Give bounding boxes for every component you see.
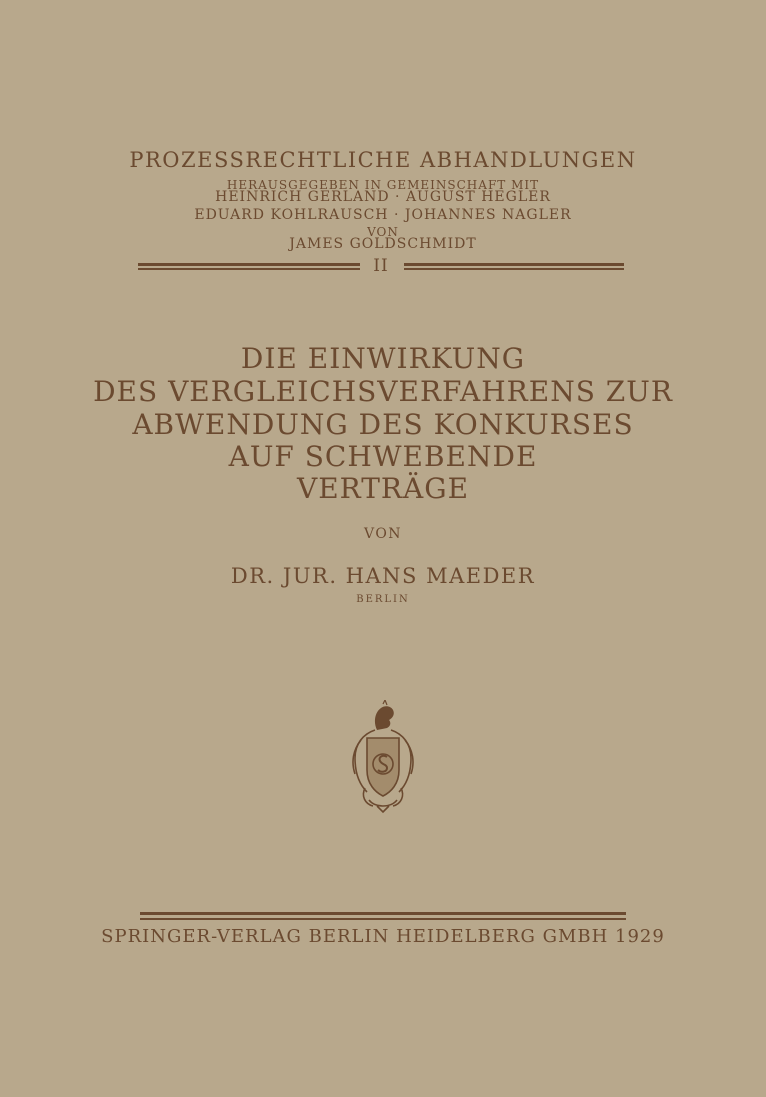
- editors-line-2: EDUARD KOHLRAUSCH · JOHANNES NAGLER: [194, 207, 572, 223]
- volume-row: [138, 256, 624, 278]
- author-city: BERLIN: [356, 594, 410, 605]
- series-von: VON: [367, 225, 399, 239]
- series-title: PROZESSRECHTLICHE ABHANDLUNGEN: [129, 148, 637, 172]
- main-editor: JAMES GOLDSCHMIDT: [289, 236, 477, 252]
- by-label: VON: [363, 526, 403, 542]
- editors-line-1: HEINRICH GERLAND · AUGUST HEGLER: [215, 189, 551, 205]
- book-title-line-1: DIE EINWIRKUNG: [240, 342, 526, 375]
- book-title-line-3: ABWENDUNG DES KONKURSES: [132, 408, 634, 441]
- publisher-imprint: SPRINGER-VERLAG BERLIN HEIDELBERG GMBH 1929: [101, 926, 665, 947]
- volume-number: II: [373, 256, 389, 276]
- book-title-line-5: VERTRÄGE: [296, 472, 470, 505]
- editor-intro: HERAUSGEGEBEN IN GEMEINSCHAFT MIT: [226, 178, 540, 192]
- author-name: DR. JUR. HANS MAEDER: [230, 564, 536, 588]
- book-title-line-2: DES VERGLEICHSVERFAHRENS ZUR: [93, 375, 673, 408]
- publisher-rules: [140, 912, 626, 922]
- springer-knight-shield-icon: [347, 700, 419, 814]
- volume-rule-right: [404, 263, 624, 271]
- book-title-line-4: AUF SCHWEBENDE: [228, 440, 538, 473]
